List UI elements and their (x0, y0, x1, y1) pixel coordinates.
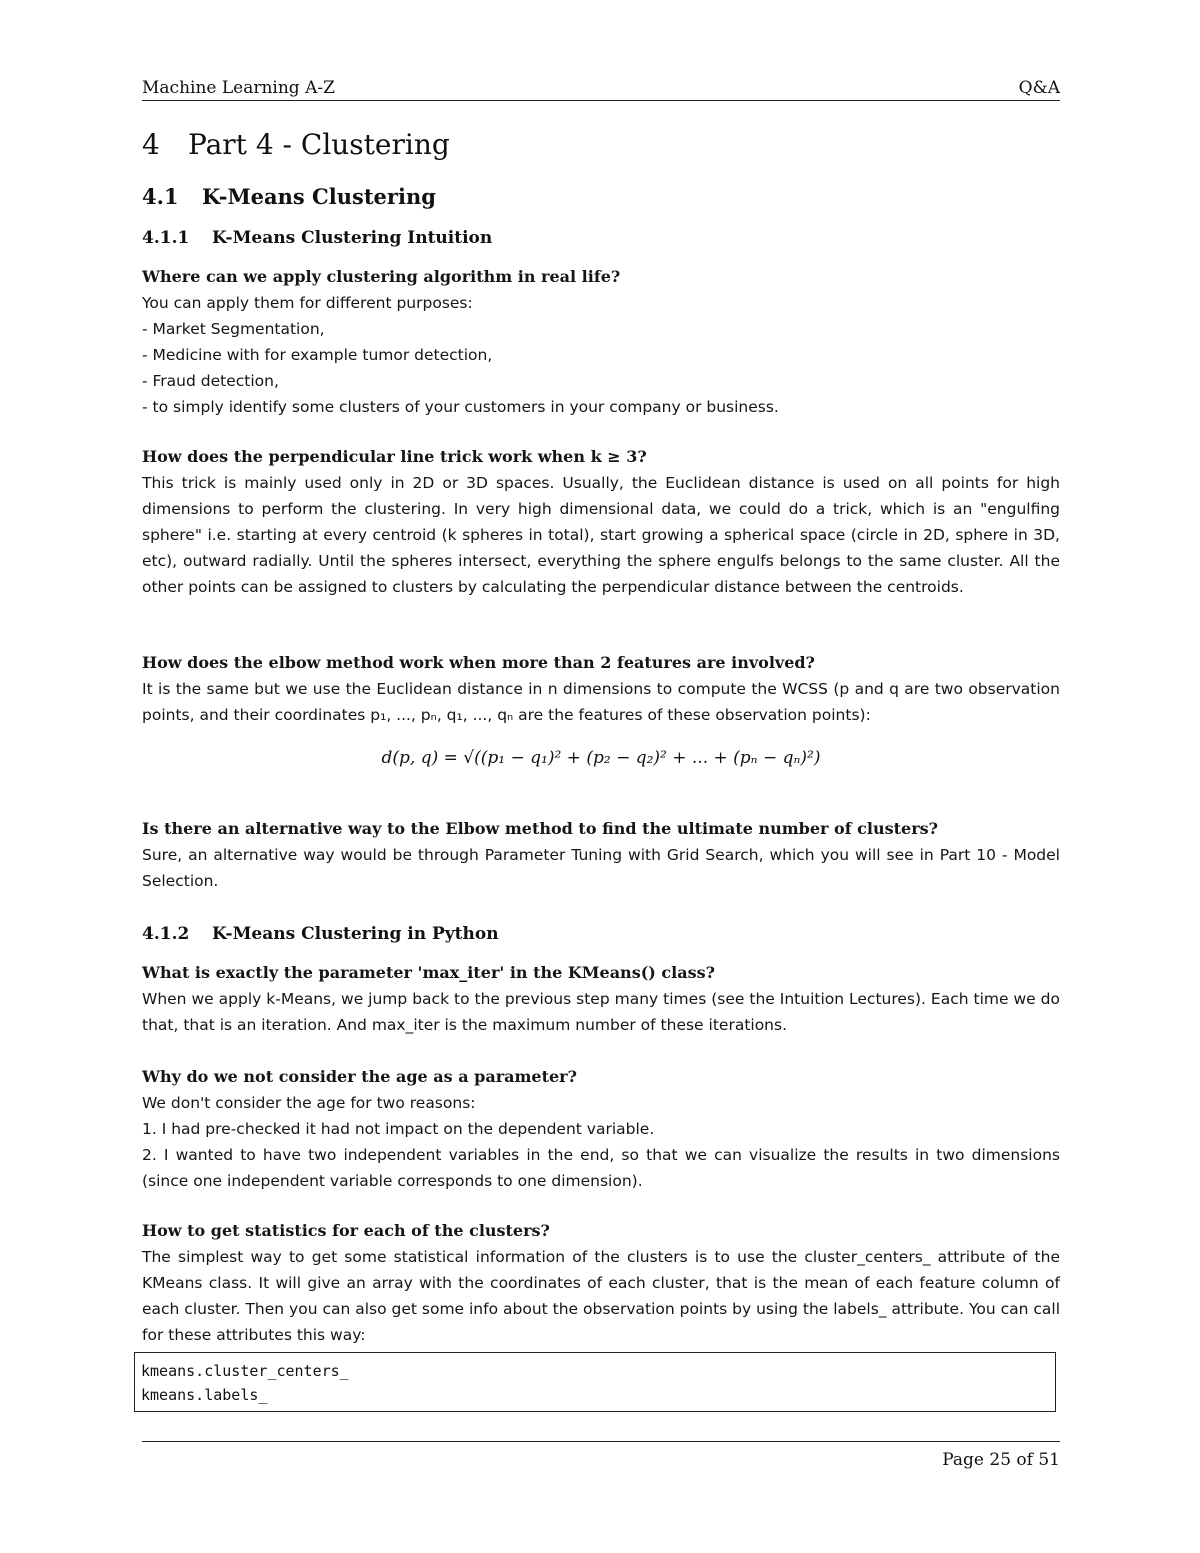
header-right: Q&A (1018, 78, 1060, 98)
subsubsection-title: K-Means Clustering in Python (212, 924, 499, 944)
answer: It is the same but we use the Euclidean distance in n dimensions to compute the WCSS (p and q are two observation points, and their coordinates p₁, ..., pₙ, q₁, ..., qₙ are the features of these observation points): (142, 680, 1060, 724)
qa-block-5 (142, 960, 1060, 1038)
question: Is there an alternative way to the Elbow method to find the ultimate number of clusters? (142, 819, 939, 838)
subsubsection-title: K-Means Clustering Intuition (212, 228, 493, 248)
question: Why do we not consider the age as a parameter? (142, 1067, 577, 1086)
answer: This trick is mainly used only in 2D or 3D spaces. Usually, the Euclidean distance is used on all points for high dimensions to perform the clustering. In very high dimensional data, we could do a trick, which is an "engulfing sphere" i.e. starting at every centroid (k spheres in total), start growing a spherical space (circle in 2D, sphere in 3D, etc), outward radially. Until the spheres intersect, everything the sphere engulfs belongs to the same cluster. All the other points can be assigned to clusters by calculating the perpendicular distance between the centroids. (142, 474, 1060, 596)
qa-block-2 (142, 444, 1060, 600)
answer-line: - to simply identify some clusters of your customers in your company or business. (142, 398, 779, 416)
answer-line: - Medicine with for example tumor detection, (142, 346, 493, 364)
subsection-heading (142, 184, 436, 209)
qa-block-6 (142, 1064, 1060, 1194)
answer-line: 1. I had pre-checked it had not impact on the dependent variable. (142, 1120, 655, 1138)
section-heading (142, 128, 450, 161)
question: Where can we apply clustering algorithm in real life? (142, 267, 621, 286)
answer: When we apply k-Means, we jump back to the previous step many times (see the Intuition Lectures). Each time we do that, that is an iteration. And max_iter is the maximum number of these iterations. (142, 990, 1060, 1034)
subsection-title: K-Means Clustering (202, 184, 436, 209)
answer: Sure, an alternative way would be through Parameter Tuning with Grid Search, which you will see in Part 10 - Model Selection. (142, 846, 1060, 890)
page-number: Page 25 of 51 (942, 1450, 1060, 1470)
answer: The simplest way to get some statistical information of the clusters is to use the cluster_centers_ attribute of the KMeans class. It will give an array with the coordinates of each cluster, that is the mean of each feature column of each cluster. Then you can also get some info about the observation points by using the labels_ attribute. You can call for these attributes this way: (142, 1248, 1060, 1344)
header-title: Machine Learning A-Z (142, 78, 335, 98)
question: What is exactly the parameter 'max_iter' in the KMeans() class? (142, 963, 715, 982)
section-number: 4 (142, 128, 160, 161)
qa-block-4 (142, 816, 1060, 894)
subsubsection-heading-1 (142, 228, 492, 248)
question: How does the perpendicular line trick work when k ≥ 3? (142, 447, 647, 466)
subsection-number: 4.1 (142, 184, 179, 209)
subsubsection-number: 4.1.2 (142, 924, 190, 944)
code-line: kmeans.cluster_centers_ (141, 1362, 349, 1380)
running-header (142, 78, 1060, 101)
answer-line: - Fraud detection, (142, 372, 279, 390)
code-line: kmeans.labels_ (141, 1386, 268, 1404)
qa-block-7 (142, 1218, 1060, 1348)
answer-line: 2. I wanted to have two independent variables in the end, so that we can visualize the results in two dimensions (since one independent variable corresponds to one dimension). (142, 1146, 1060, 1190)
subsubsection-heading-2 (142, 924, 499, 944)
footer-rule (142, 1441, 1060, 1442)
answer-line: You can apply them for different purposes: (142, 294, 473, 312)
question: How does the elbow method work when more than 2 features are involved? (142, 653, 815, 672)
section-title: Part 4 - Clustering (188, 128, 450, 161)
answer-line: - Market Segmentation, (142, 320, 325, 338)
question: How to get statistics for each of the clusters? (142, 1221, 550, 1240)
code-listing (134, 1352, 1056, 1412)
subsubsection-number: 4.1.1 (142, 228, 190, 248)
euclidean-distance-formula: d(p, q) = √((p₁ − q₁)² + (p₂ − q₂)² + ... + (pₙ − qₙ)²) (381, 748, 821, 768)
answer-line: We don't consider the age for two reasons: (142, 1094, 476, 1112)
qa-block-3 (142, 650, 1060, 728)
qa-block-1 (142, 264, 1060, 420)
